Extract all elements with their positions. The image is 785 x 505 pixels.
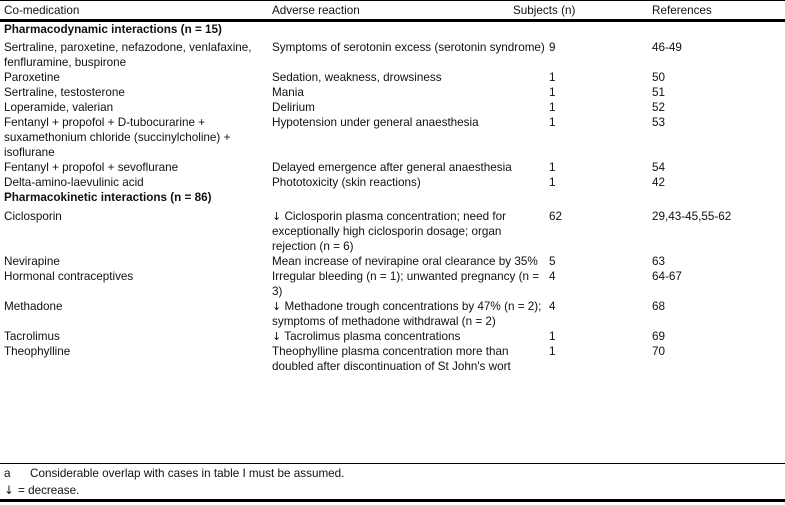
table-header-row xyxy=(0,3,785,19)
cell-comedication: Delta-amino-laevulinic acid xyxy=(4,176,144,189)
table-row xyxy=(0,70,785,85)
table-row xyxy=(0,160,785,175)
cell-comedication: Sertraline, testosterone xyxy=(4,86,125,99)
footnote-marker: a xyxy=(4,467,11,480)
cell-comedication: Ciclosporin xyxy=(4,210,62,223)
table-row xyxy=(0,254,785,269)
section-heading-label: Pharmacokinetic interactions (n = 86) xyxy=(4,191,212,204)
cell-comedication: Tacrolimus xyxy=(4,330,60,343)
cell-comedication: Nevirapine xyxy=(4,255,60,268)
cell-subjects: 1 xyxy=(549,71,556,84)
cell-adverse-reaction: Symptoms of serotonin excess (serotonin syndrome) xyxy=(272,41,545,54)
section-heading-label: Pharmacodynamic interactions (n = 15) xyxy=(4,23,222,36)
cell-references: 64-67 xyxy=(652,270,682,283)
cell-subjects: 1 xyxy=(549,176,556,189)
column-header-adverse-reaction: Adverse reaction xyxy=(272,4,360,17)
cell-references: 54 xyxy=(652,161,666,174)
table-top-rule xyxy=(0,0,785,1)
cell-references: 50 xyxy=(652,71,666,84)
column-header-references: References xyxy=(652,4,712,17)
footnote xyxy=(0,466,785,483)
cell-subjects: 5 xyxy=(549,255,556,268)
cell-adverse-reaction: Sedation, weakness, drowsiness xyxy=(272,71,442,84)
column-header-comedication: Co-medication xyxy=(4,4,80,17)
cell-references: 70 xyxy=(652,345,666,358)
cell-subjects: 1 xyxy=(549,161,556,174)
cell-references: 63 xyxy=(652,255,666,268)
cell-references: 46-49 xyxy=(652,41,682,54)
down-arrow-icon: ↓ xyxy=(272,210,282,223)
cell-adverse-reaction: Theophylline plasma concentration more than doubled after discontinuation of St John's wort xyxy=(272,345,511,373)
section-heading xyxy=(0,22,785,40)
cell-adverse-reaction: Mania xyxy=(272,86,304,99)
table-row xyxy=(0,329,785,344)
cell-references: 68 xyxy=(652,300,666,313)
table-row xyxy=(0,299,785,329)
cell-comedication: Theophylline xyxy=(4,345,71,358)
section-heading xyxy=(0,190,785,209)
table-row xyxy=(0,344,785,374)
cell-comedication: Methadone xyxy=(4,300,63,313)
table-row xyxy=(0,209,785,254)
down-arrow-icon: ↓ xyxy=(4,483,14,497)
cell-comedication: Fentanyl + propofol + sevoflurane xyxy=(4,161,179,174)
cell-subjects: 1 xyxy=(549,116,556,129)
cell-subjects: 1 xyxy=(549,345,556,358)
cell-references: 53 xyxy=(652,116,666,129)
cell-subjects: 1 xyxy=(549,86,556,99)
cell-adverse-reaction: Mean increase of nevirapine oral clearance by 35% xyxy=(272,255,538,268)
footnote-text: Considerable overlap with cases in table I must be assumed. xyxy=(30,467,345,480)
cell-comedication: Sertraline, paroxetine, nefazodone, venlafaxine, fenfluramine, buspirone xyxy=(4,41,252,69)
table-row xyxy=(0,115,785,160)
table-row xyxy=(0,269,785,299)
cell-adverse-reaction: Irregular bleeding (n = 1); unwanted pregnancy (n = 3) xyxy=(272,270,540,298)
cell-subjects: 4 xyxy=(549,270,556,283)
cell-comedication: Paroxetine xyxy=(4,71,60,84)
cell-comedication: Loperamide, valerian xyxy=(4,101,114,114)
table-row xyxy=(0,175,785,190)
down-arrow-icon: ↓ xyxy=(272,300,282,313)
cell-references: 69 xyxy=(652,330,666,343)
cell-adverse-reaction: ↓ Methadone trough concentrations by 47% (n = 2); symptoms of methadone withdrawal (n = 2) xyxy=(272,300,542,328)
cell-references: 42 xyxy=(652,176,666,189)
cell-subjects: 9 xyxy=(549,41,556,54)
cell-references: 51 xyxy=(652,86,666,99)
cell-adverse-reaction: Phototoxicity (skin reactions) xyxy=(272,176,421,189)
cell-adverse-reaction: ↓ Ciclosporin plasma concentration; need for exceptionally high ciclosporin dosage; organ rejection (n = 6) xyxy=(272,210,506,253)
table-row xyxy=(0,40,785,70)
cell-subjects: 1 xyxy=(549,330,556,343)
cell-comedication: Fentanyl + propofol + D-tubocurarine + suxamethonium chloride (succinylcholine) + isoflurane xyxy=(4,116,231,159)
cell-references: 52 xyxy=(652,101,666,114)
cell-adverse-reaction: Hypotension under general anaesthesia xyxy=(272,116,479,129)
cell-subjects: 4 xyxy=(549,300,556,313)
cell-subjects: 62 xyxy=(549,210,563,223)
table-body xyxy=(0,22,785,374)
cell-subjects: 1 xyxy=(549,101,556,114)
down-arrow-icon: ↓ xyxy=(272,330,282,343)
table-row xyxy=(0,100,785,115)
cell-adverse-reaction: ↓ Tacrolimus plasma concentrations xyxy=(272,330,461,343)
cell-comedication: Hormonal contraceptives xyxy=(4,270,134,283)
table-row xyxy=(0,85,785,100)
table-footnote-rule xyxy=(0,463,785,464)
cell-adverse-reaction: Delirium xyxy=(272,101,315,114)
footnote-text: = decrease. xyxy=(18,484,80,497)
footnote xyxy=(0,483,785,500)
table-footnotes xyxy=(0,466,785,500)
cell-references: 29,43-45,55-62 xyxy=(652,210,732,223)
cell-adverse-reaction: Delayed emergence after general anaesthesia xyxy=(272,161,512,174)
column-header-subjects: Subjects (n) xyxy=(513,4,576,17)
